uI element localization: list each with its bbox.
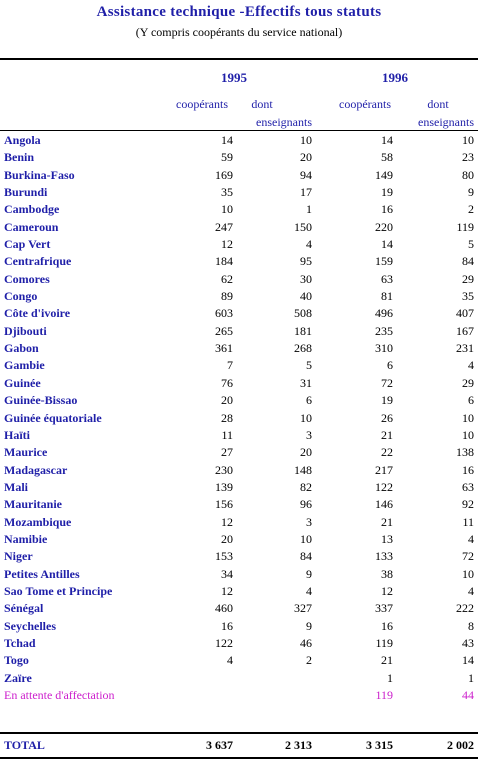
cell-enseignants-1996: 84: [462, 254, 474, 269]
cell-enseignants-1995: 1: [306, 202, 312, 217]
country-name: Togo: [4, 653, 29, 668]
country-name: En attente d'affectation: [4, 688, 115, 702]
cell-enseignants-1995: 6: [306, 393, 312, 408]
cell-coop-1995: 169: [215, 167, 233, 182]
cell-coop-1995: 89: [221, 289, 233, 304]
cell-enseignants-1995: 46: [300, 635, 312, 650]
header-rule: [0, 130, 478, 131]
country-name: Centrafrique: [4, 254, 72, 269]
top-rule: [0, 58, 478, 60]
country-name: Cameroun: [4, 219, 59, 234]
table-row: [0, 496, 478, 513]
cell-enseignants-1996: 92: [462, 497, 474, 512]
year-1996-header: 1996: [382, 70, 408, 85]
total-row: [0, 736, 478, 754]
country-name: Cap Vert: [4, 237, 51, 252]
col-header-coop-1995: coopérants: [176, 97, 228, 111]
col-header-enseignants-1996: enseignants: [418, 115, 474, 129]
cell-coop-1995: 603: [215, 306, 233, 321]
table-row: [0, 201, 478, 218]
cell-enseignants-1995: 508: [294, 306, 312, 321]
table-row: [0, 479, 478, 496]
country-name: Benin: [4, 150, 35, 165]
col-header-dont-1996: dont: [427, 97, 449, 111]
table-row: [0, 253, 478, 270]
cell-coop-1995: 28: [221, 410, 233, 425]
cell-coop-1995: 230: [215, 462, 233, 477]
table-row: [0, 618, 478, 635]
country-name: Burkina-Faso: [4, 167, 75, 182]
table-row: [0, 548, 478, 565]
cell-coop-1995: 62: [221, 271, 233, 286]
cell-enseignants-1995: 84: [300, 549, 312, 564]
cell-coop-1995: 76: [221, 375, 233, 390]
cell-enseignants-1996: 72: [462, 549, 474, 564]
total-enseignants-1995: 2 313: [285, 738, 312, 752]
table-row: [0, 410, 478, 427]
cell-enseignants-1996: 4: [468, 531, 474, 546]
cell-coop-1996: 14: [381, 133, 393, 147]
total-coop-1996: 3 315: [366, 738, 393, 752]
cell-enseignants-1995: 3: [306, 514, 312, 529]
cell-enseignants-1995: 150: [294, 219, 312, 234]
cell-enseignants-1995: 4: [306, 237, 312, 252]
country-name: Maurice: [4, 445, 48, 460]
cell-coop-1995: 139: [215, 479, 233, 494]
country-name: Zaïre: [4, 670, 32, 685]
cell-coop-1996: 14: [381, 237, 393, 252]
table-row: [0, 236, 478, 253]
page-subtitle: (Y compris coopérants du service national): [135, 25, 343, 39]
cell-coop-1995: 20: [221, 393, 233, 408]
country-name: Guinée: [4, 375, 41, 390]
cell-coop-1995: 7: [227, 358, 233, 373]
cell-enseignants-1995: 94: [300, 167, 312, 182]
cell-coop-1996: 119: [375, 688, 393, 702]
cell-enseignants-1996: 29: [462, 375, 474, 390]
table-row: [0, 531, 478, 548]
cell-enseignants-1996: 29: [462, 271, 474, 286]
cell-coop-1995: 460: [215, 601, 233, 616]
cell-coop-1995: 4: [227, 653, 233, 668]
cell-enseignants-1996: 407: [456, 306, 474, 321]
table-row: [0, 323, 478, 340]
table-row: [0, 427, 478, 444]
cell-coop-1996: 133: [375, 549, 393, 564]
cell-enseignants-1996: 2: [468, 202, 474, 217]
cell-enseignants-1995: 3: [306, 427, 312, 442]
cell-coop-1996: 58: [381, 150, 393, 165]
table-row: [0, 600, 478, 617]
table-row: [0, 375, 478, 392]
col-header-dont-1995: dont: [251, 97, 273, 111]
cell-enseignants-1995: 181: [294, 323, 312, 338]
cell-enseignants-1995: 20: [300, 445, 312, 460]
cell-coop-1996: 220: [375, 219, 393, 234]
table-row: [0, 444, 478, 461]
cell-enseignants-1996: 10: [462, 133, 474, 147]
cell-coop-1996: 159: [375, 254, 393, 269]
country-name: Cambodge: [4, 202, 60, 217]
cell-enseignants-1996: 8: [468, 618, 474, 633]
country-name: Tchad: [4, 635, 36, 650]
cell-enseignants-1996: 231: [456, 341, 474, 356]
cell-coop-1996: 13: [381, 531, 393, 546]
table-row: [0, 687, 478, 704]
cell-enseignants-1996: 63: [462, 479, 474, 494]
cell-enseignants-1995: 82: [300, 479, 312, 494]
cell-coop-1996: 122: [375, 479, 393, 494]
country-name: Niger: [4, 549, 33, 564]
country-name: Madagascar: [4, 462, 68, 477]
cell-enseignants-1995: 9: [306, 618, 312, 633]
table-row: [0, 132, 478, 149]
cell-enseignants-1995: 40: [300, 289, 312, 304]
cell-coop-1995: 12: [221, 514, 233, 529]
table-row: [0, 219, 478, 236]
cell-coop-1995: 20: [221, 531, 233, 546]
cell-enseignants-1995: 9: [306, 566, 312, 581]
table-row: [0, 514, 478, 531]
cell-enseignants-1995: 20: [300, 150, 312, 165]
table-row: [0, 340, 478, 357]
country-name: Djibouti: [4, 323, 47, 338]
cell-coop-1996: 81: [381, 289, 393, 304]
table-row: [0, 652, 478, 669]
country-name: Petites Antilles: [4, 566, 80, 581]
table-row: [0, 583, 478, 600]
cell-enseignants-1995: 96: [300, 497, 312, 512]
cell-enseignants-1995: 10: [300, 410, 312, 425]
total-enseignants-1996: 2 002: [447, 738, 474, 752]
cell-enseignants-1996: 4: [468, 583, 474, 598]
cell-coop-1995: 12: [221, 583, 233, 598]
cell-enseignants-1996: 1: [468, 670, 474, 685]
country-name: Guinée-Bissao: [4, 393, 78, 408]
cell-coop-1996: 21: [381, 514, 393, 529]
country-name: Mozambique: [4, 514, 72, 529]
cell-coop-1996: 72: [381, 375, 393, 390]
country-name: Haïti: [4, 427, 30, 442]
country-name: Mauritanie: [4, 497, 62, 512]
country-name: Gabon: [4, 341, 39, 356]
cell-coop-1996: 38: [381, 566, 393, 581]
cell-enseignants-1996: 4: [468, 358, 474, 373]
cell-enseignants-1995: 2: [306, 653, 312, 668]
table-row: [0, 462, 478, 479]
cell-coop-1995: 12: [221, 237, 233, 252]
cell-coop-1995: 14: [221, 133, 233, 147]
cell-enseignants-1995: 268: [294, 341, 312, 356]
cell-coop-1995: 247: [215, 219, 233, 234]
country-name: Sao Tome et Principe: [4, 583, 113, 598]
table-row: [0, 357, 478, 374]
cell-enseignants-1996: 138: [456, 445, 474, 460]
cell-coop-1995: 184: [215, 254, 233, 269]
cell-enseignants-1996: 10: [462, 427, 474, 442]
cell-coop-1996: 16: [381, 202, 393, 217]
cell-enseignants-1995: 5: [306, 358, 312, 373]
col-header-coop-1996: coopérants: [339, 97, 391, 111]
cell-coop-1995: 361: [215, 341, 233, 356]
cell-coop-1995: 122: [215, 635, 233, 650]
country-name: Guinée équatoriale: [4, 410, 102, 425]
table-row: [0, 271, 478, 288]
cell-coop-1996: 337: [375, 601, 393, 616]
cell-coop-1996: 21: [381, 427, 393, 442]
page-title: Assistance technique -Effectifs tous statuts: [96, 4, 382, 20]
cell-enseignants-1996: 5: [468, 237, 474, 252]
cell-coop-1995: 27: [221, 445, 233, 460]
cell-enseignants-1996: 44: [462, 688, 474, 702]
cell-enseignants-1995: 327: [294, 601, 312, 616]
col-header-enseignants-1995: enseignants: [256, 115, 312, 129]
country-name: Burundi: [4, 185, 48, 200]
cell-coop-1996: 149: [375, 167, 393, 182]
cell-enseignants-1996: 167: [456, 323, 474, 338]
cell-enseignants-1995: 31: [300, 375, 312, 390]
total-coop-1995: 3 637: [206, 738, 233, 752]
cell-coop-1996: 6: [387, 358, 393, 373]
country-name: Côte d'ivoire: [4, 306, 71, 321]
cell-coop-1996: 16: [381, 618, 393, 633]
cell-coop-1996: 235: [375, 323, 393, 338]
cell-coop-1996: 21: [381, 653, 393, 668]
cell-enseignants-1995: 10: [300, 133, 312, 147]
country-name: Seychelles: [4, 618, 56, 633]
cell-enseignants-1996: 80: [462, 167, 474, 182]
cell-coop-1996: 119: [375, 635, 393, 650]
total-rule: [0, 732, 478, 734]
table-row: [0, 305, 478, 322]
table-row: [0, 566, 478, 583]
cell-enseignants-1996: 35: [462, 289, 474, 304]
cell-enseignants-1996: 6: [468, 393, 474, 408]
cell-enseignants-1995: 17: [300, 185, 312, 200]
cell-enseignants-1996: 10: [462, 566, 474, 581]
table-row: [0, 167, 478, 184]
cell-coop-1996: 19: [381, 185, 393, 200]
country-name: Sénégal: [4, 601, 44, 616]
total-label: TOTAL: [4, 738, 45, 752]
table-row: [0, 184, 478, 201]
cell-enseignants-1995: 10: [300, 531, 312, 546]
cell-coop-1996: 22: [381, 445, 393, 460]
cell-enseignants-1996: 9: [468, 185, 474, 200]
cell-coop-1996: 12: [381, 583, 393, 598]
table-row: [0, 149, 478, 166]
cell-coop-1996: 310: [375, 341, 393, 356]
cell-coop-1996: 1: [387, 670, 393, 685]
data-table-body: [0, 132, 478, 704]
cell-enseignants-1996: 222: [456, 601, 474, 616]
country-name: Gambie: [4, 358, 45, 373]
country-name: Mali: [4, 479, 28, 494]
cell-enseignants-1995: 4: [306, 583, 312, 598]
cell-enseignants-1996: 43: [462, 635, 474, 650]
cell-coop-1995: 156: [215, 497, 233, 512]
cell-coop-1996: 146: [375, 497, 393, 512]
cell-enseignants-1996: 14: [462, 653, 474, 668]
cell-coop-1996: 63: [381, 271, 393, 286]
cell-coop-1996: 217: [375, 462, 393, 477]
country-name: Comores: [4, 271, 50, 286]
cell-enseignants-1996: 16: [462, 462, 474, 477]
cell-coop-1996: 19: [381, 393, 393, 408]
cell-enseignants-1996: 23: [462, 150, 474, 165]
table-row: [0, 635, 478, 652]
cell-coop-1995: 16: [221, 618, 233, 633]
cell-enseignants-1996: 11: [462, 514, 474, 529]
cell-enseignants-1995: 95: [300, 254, 312, 269]
cell-coop-1995: 265: [215, 323, 233, 338]
cell-coop-1995: 11: [221, 427, 233, 442]
country-name: Congo: [4, 289, 38, 304]
cell-enseignants-1995: 148: [294, 462, 312, 477]
cell-coop-1995: 10: [221, 202, 233, 217]
table-row: [0, 670, 478, 687]
cell-enseignants-1996: 119: [456, 219, 474, 234]
cell-coop-1995: 35: [221, 185, 233, 200]
cell-coop-1995: 59: [221, 150, 233, 165]
table-row: [0, 288, 478, 305]
country-name: Namibie: [4, 531, 48, 546]
cell-coop-1995: 153: [215, 549, 233, 564]
country-name: Angola: [4, 133, 41, 147]
cell-coop-1996: 26: [381, 410, 393, 425]
cell-enseignants-1995: 30: [300, 271, 312, 286]
cell-coop-1995: 34: [221, 566, 233, 581]
year-1995-header: 1995: [221, 70, 247, 85]
cell-enseignants-1996: 10: [462, 410, 474, 425]
bottom-rule: [0, 757, 478, 759]
cell-coop-1996: 496: [375, 306, 393, 321]
table-row: [0, 392, 478, 409]
